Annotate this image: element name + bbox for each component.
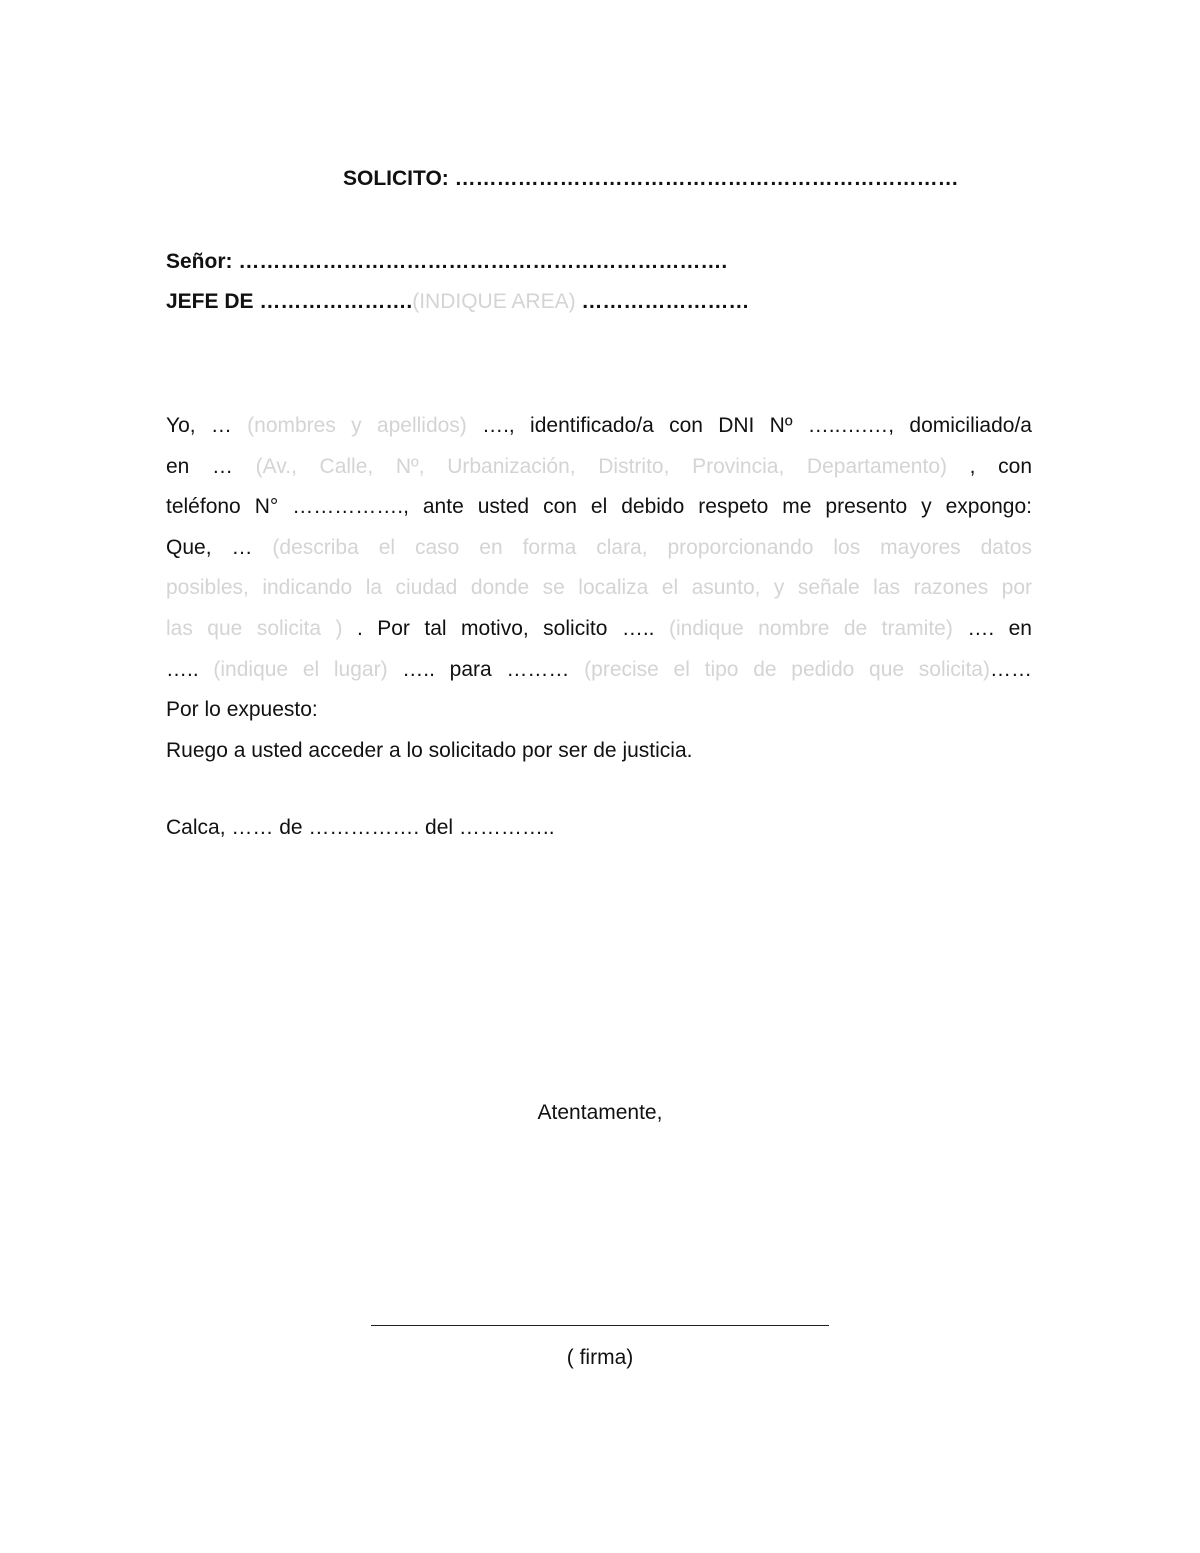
senor-label: Señor: xyxy=(166,250,233,273)
body-line-3 xyxy=(166,487,1032,528)
case-hint: posibles, indicando la ciudad donde se localiza el asunto, y señale las razones por xyxy=(166,576,1032,600)
jefe-dots-1: …………………. xyxy=(259,290,413,313)
body-paragraph xyxy=(166,406,1032,771)
signature-caption: ( firma) xyxy=(566,1346,634,1369)
body-text: . Por tal motivo, solicito ….. xyxy=(356,616,655,640)
solicito-line xyxy=(343,167,959,191)
body-line-9 xyxy=(166,731,1032,772)
case-hint: (describa el caso en forma clara, proporcionando los mayores datos xyxy=(272,535,1032,559)
body-text: ….. para ……… xyxy=(402,657,570,681)
body-text: Que, … xyxy=(166,535,253,559)
body-line-7 xyxy=(166,650,1032,691)
body-line-1 xyxy=(166,406,1032,447)
senor-line xyxy=(166,250,727,274)
body-line-4 xyxy=(166,528,1032,569)
closing-salutation: Atentamente, xyxy=(537,1101,663,1124)
body-text: …… xyxy=(989,657,1032,681)
jefe-area-hint: (INDIQUE AREA) xyxy=(412,290,576,313)
body-text: …. en xyxy=(967,616,1032,640)
body-text: Yo, … xyxy=(166,414,232,437)
jefe-label: JEFE DE xyxy=(166,290,254,313)
names-hint: (nombres y apellidos) xyxy=(247,414,467,437)
body-text: teléfono N° ……………., ante usted con el debido respeto me presento y expongo: xyxy=(166,495,1032,519)
solicito-label: SOLICITO: xyxy=(343,167,449,190)
place-hint: (indique el lugar) xyxy=(213,657,388,681)
body-text: Por lo expuesto: xyxy=(166,698,318,722)
date-line: Calca, …… de ……………. del ………….. xyxy=(166,816,555,839)
jefe-line xyxy=(166,290,749,314)
senor-dots: ……………………………………………………………. xyxy=(238,250,728,273)
body-text: …., identificado/a con DNI Nº …..….…, domiciliado/a xyxy=(482,414,1032,437)
body-text: ….. xyxy=(166,657,199,681)
body-line-2 xyxy=(166,447,1032,488)
body-text: , con xyxy=(969,454,1032,478)
procedure-hint: (indique nombre de tramite) xyxy=(668,616,953,640)
address-hint: (Av., Calle, Nº, Urbanización, Distrito, Provincia, Departamento) xyxy=(255,454,947,478)
body-line-6 xyxy=(166,609,1032,650)
jefe-dots-2: …………………… xyxy=(581,290,750,313)
solicito-dots: ……………………………………………………………… xyxy=(454,167,959,190)
body-line-5 xyxy=(166,568,1032,609)
request-type-hint: (precise el tipo de pedido que solicita) xyxy=(584,657,990,681)
body-text: en … xyxy=(166,454,234,478)
body-line-8 xyxy=(166,690,1032,731)
case-hint: las que solicita ) xyxy=(166,616,343,640)
body-text: Ruego a usted acceder a lo solicitado por ser de justicia. xyxy=(166,738,693,762)
signature-line xyxy=(371,1325,829,1326)
